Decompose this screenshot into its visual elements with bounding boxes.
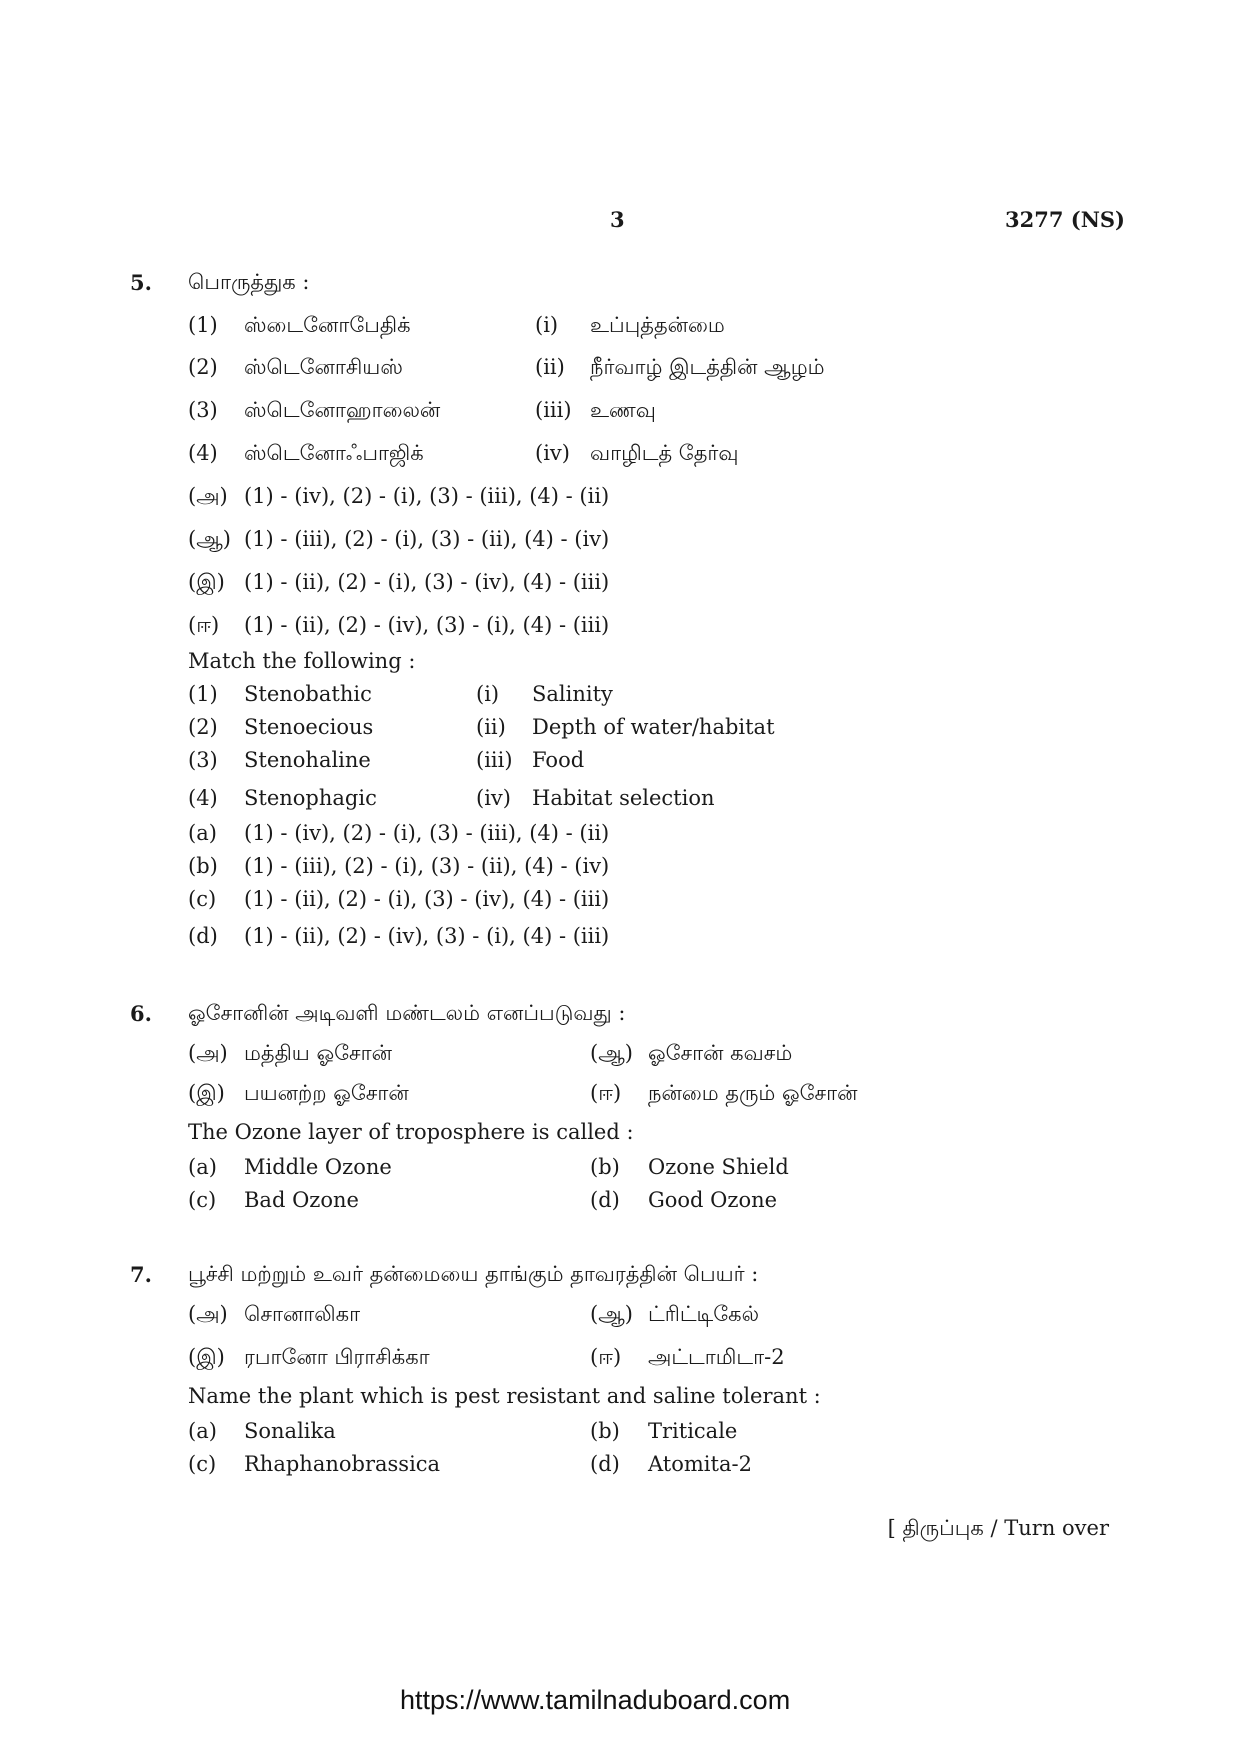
q5-ta-right-text: உப்புத்தன்மை: [590, 313, 725, 337]
q5-en-right-text: Salinity: [532, 682, 613, 706]
q5-ta-option-text: (1) - (ii), (2) - (iv), (3) - (i), (4) - (iii): [244, 613, 610, 637]
page-number: 3: [610, 207, 625, 232]
q6-ta-option-text: பயனற்ற ஓசோன்: [244, 1081, 409, 1105]
q6-ta-option-label: (அ): [188, 1041, 228, 1065]
q5-ta-right-num: (ii): [535, 355, 565, 379]
q7-ta-option-label: (ஈ): [590, 1345, 622, 1369]
q5-ta-left-num: (1): [188, 313, 218, 337]
q7-en-option-text: Triticale: [648, 1419, 738, 1443]
q6-en-option-label: (d): [590, 1188, 620, 1212]
q5-ta-left-text: ஸ்டைனோபேதிக்: [244, 313, 411, 337]
q5-en-left-text: Stenophagic: [244, 786, 377, 810]
q5-ta-left-num: (4): [188, 441, 218, 465]
q5-en-option-label: (c): [188, 887, 217, 911]
q5-en-option-label: (b): [188, 854, 218, 878]
q7-en-option-text: Sonalika: [244, 1419, 336, 1443]
q5-ta-right-text: வாழிடத் தேர்வு: [590, 441, 739, 465]
paper-code: 3277 (NS): [1005, 207, 1125, 232]
q7-en-option-label: (a): [188, 1419, 217, 1443]
q5-ta-right-num: (i): [535, 313, 559, 337]
q5-ta-option-label: (அ): [188, 484, 228, 508]
q7-ta-option-text: சொனாலிகா: [244, 1302, 361, 1326]
q5-ta-option-label: (ஈ): [188, 613, 220, 637]
q5-number: 5.: [130, 270, 152, 295]
q6-ta-option-label: (ஆ): [590, 1041, 633, 1065]
q5-ta-option-text: (1) - (iii), (2) - (i), (3) - (ii), (4) - (iv): [244, 527, 610, 551]
q7-en-option-text: Rhaphanobrassica: [244, 1452, 441, 1476]
q5-en-left-num: (4): [188, 786, 218, 810]
q5-ta-left-num: (3): [188, 398, 218, 422]
q5-en-option-text: (1) - (ii), (2) - (i), (3) - (iv), (4) - (iii): [244, 887, 610, 911]
q5-ta-option-label: (ஆ): [188, 527, 231, 551]
q7-ta-option-text: ரபானோ பிராசிக்கா: [244, 1345, 430, 1369]
q7-ta-option-text: ட்ரிட்டிகேல்: [648, 1302, 760, 1326]
source-url[interactable]: https://www.tamilnaduboard.com: [400, 1685, 791, 1715]
q6-en-option-label: (a): [188, 1155, 217, 1179]
q6-ta-option-text: ஓசோன் கவசம்: [648, 1041, 793, 1065]
q5-ta-right-text: நீர்வாழ் இடத்தின் ஆழம்: [590, 355, 825, 379]
q7-ta-option-text: அட்டாமிடா-2: [648, 1345, 785, 1369]
q5-en-right-num: (ii): [476, 715, 506, 739]
q6-en-option-label: (b): [590, 1155, 620, 1179]
turn-over-note: [ திருப்புக / Turn over: [887, 1516, 1109, 1540]
q5-en-left-text: Stenohaline: [244, 748, 371, 772]
q5-en-left-num: (1): [188, 682, 218, 706]
q5-en-right-text: Depth of water/habitat: [532, 715, 775, 739]
q6-en-option-label: (c): [188, 1188, 217, 1212]
q5-en-right-text: Food: [532, 748, 585, 772]
q5-ta-right-num: (iv): [535, 441, 570, 465]
q5-en-right-num: (iv): [476, 786, 511, 810]
q5-ta-option-text: (1) - (iv), (2) - (i), (3) - (iii), (4) - (ii): [244, 484, 610, 508]
q5-ta-option-text: (1) - (ii), (2) - (i), (3) - (iv), (4) - (iii): [244, 570, 610, 594]
q5-ta-left-num: (2): [188, 355, 218, 379]
q5-en-left-num: (3): [188, 748, 218, 772]
q5-ta-left-text: ஸ்டெனோஹாலைன்: [244, 398, 441, 422]
q5-en-right-num: (iii): [476, 748, 513, 772]
q7-ta-option-label: (இ): [188, 1345, 225, 1369]
q5-en-option-label: (a): [188, 821, 217, 845]
q6-en-title: The Ozone layer of troposphere is called :: [188, 1120, 634, 1144]
q5-en-left-text: Stenoecious: [244, 715, 374, 739]
q6-ta-title: ஓசோனின் அடிவளி மண்டலம் எனப்படுவது :: [188, 1001, 626, 1025]
q7-ta-option-label: (அ): [188, 1302, 228, 1326]
q5-en-option-text: (1) - (iv), (2) - (i), (3) - (iii), (4) - (ii): [244, 821, 610, 845]
q7-ta-option-label: (ஆ): [590, 1302, 633, 1326]
q7-en-title: Name the plant which is pest resistant and saline tolerant :: [188, 1384, 821, 1408]
q6-en-option-text: Bad Ozone: [244, 1188, 359, 1212]
q5-en-right-text: Habitat selection: [532, 786, 715, 810]
q6-en-option-text: Ozone Shield: [648, 1155, 789, 1179]
q6-en-option-text: Good Ozone: [648, 1188, 778, 1212]
q5-ta-left-text: ஸ்டெனோஃபாஜிக்: [244, 441, 424, 465]
q7-en-option-label: (d): [590, 1452, 620, 1476]
q5-ta-right-text: உணவு: [590, 398, 656, 422]
q5-ta-title: பொருத்துக :: [188, 270, 310, 294]
q5-en-option-text: (1) - (ii), (2) - (iv), (3) - (i), (4) - (iii): [244, 924, 610, 948]
q5-en-left-text: Stenobathic: [244, 682, 372, 706]
q7-ta-title: பூச்சி மற்றும் உவர் தன்மையை தாங்கும் தாவரத்தின் பெயர் :: [188, 1262, 759, 1286]
q7-en-option-label: (b): [590, 1419, 620, 1443]
q6-number: 6.: [130, 1001, 152, 1026]
q5-ta-left-text: ஸ்டெனோசியஸ்: [244, 355, 403, 379]
q6-ta-option-text: மத்திய ஓசோன்: [244, 1041, 392, 1065]
q5-en-right-num: (i): [476, 682, 500, 706]
q5-en-option-text: (1) - (iii), (2) - (i), (3) - (ii), (4) - (iv): [244, 854, 610, 878]
q5-ta-option-label: (இ): [188, 570, 225, 594]
q6-en-option-text: Middle Ozone: [244, 1155, 392, 1179]
q5-en-option-label: (d): [188, 924, 218, 948]
q7-en-option-label: (c): [188, 1452, 217, 1476]
q6-ta-option-label: (ஈ): [590, 1081, 622, 1105]
q7-number: 7.: [130, 1262, 152, 1287]
q5-ta-right-num: (iii): [535, 398, 572, 422]
q6-ta-option-text: நன்மை தரும் ஓசோன்: [648, 1081, 858, 1105]
q7-en-option-text: Atomita-2: [648, 1452, 752, 1476]
q6-ta-option-label: (இ): [188, 1081, 225, 1105]
q5-en-title: Match the following :: [188, 649, 416, 673]
q5-en-left-num: (2): [188, 715, 218, 739]
